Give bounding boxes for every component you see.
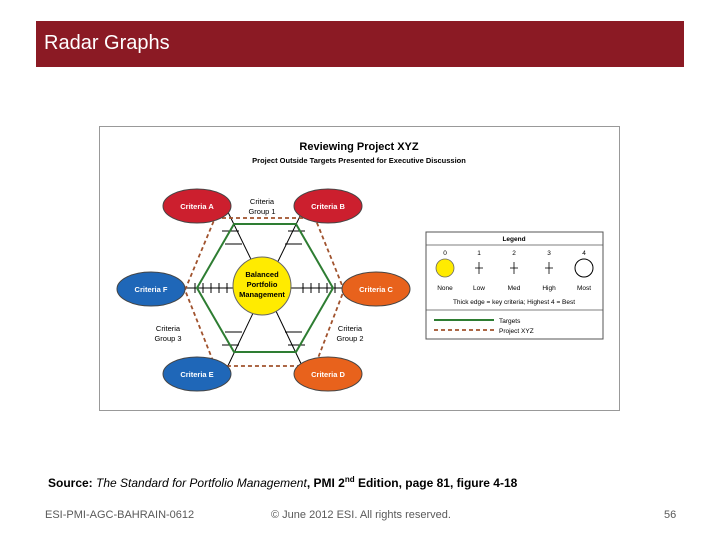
criteria-d-label: Criteria D [311, 370, 345, 379]
center-label-line-1: Balanced [245, 270, 279, 279]
slide-title: Radar Graphs [44, 32, 170, 54]
center-node [233, 257, 291, 315]
center-label-line-2: Portfolio [246, 280, 278, 289]
figure-title: Reviewing Project XYZ [299, 141, 419, 153]
source-middle: , PMI 2 [306, 476, 345, 490]
group-2-line-2: Group 2 [336, 334, 364, 343]
group-2-line-1: Criteria [337, 324, 363, 333]
legend-level-4-swatch [575, 259, 593, 277]
criteria-f-node [117, 272, 185, 306]
legend [426, 232, 603, 339]
criteria-e-label: Criteria E [180, 370, 214, 379]
footer-left: ESI-PMI-AGC-BAHRAIN-0612 [45, 509, 195, 521]
source-sup: nd [344, 475, 355, 484]
legend-number-3: 3 [547, 250, 551, 257]
figure-subtitle: Project Outside Targets Presented for Executive Discussion [252, 156, 466, 165]
legend-number-0: 0 [443, 250, 447, 257]
slide-title-bar [36, 21, 684, 67]
group-3-line-1: Criteria [155, 324, 181, 333]
legend-number-2: 2 [512, 250, 516, 257]
criteria-c-node [342, 272, 410, 306]
criteria-b-label: Criteria B [311, 202, 345, 211]
radar-figure [99, 126, 620, 411]
legend-project-label: Project XYZ [499, 328, 534, 335]
source-suffix: Edition, page 81, figure 4-18 [354, 476, 518, 490]
criteria-f-label: Criteria F [134, 285, 168, 294]
criteria-a-node [163, 189, 231, 223]
legend-level-1: Low [473, 285, 485, 292]
source-citation [48, 475, 517, 490]
criteria-a-label: Criteria A [180, 202, 214, 211]
page-number: 56 [664, 509, 677, 521]
legend-number-4: 4 [582, 250, 586, 257]
group-3-line-2: Group 3 [154, 334, 182, 343]
criteria-e-node [163, 357, 231, 391]
legend-level-0: None [437, 285, 453, 292]
legend-level-4: Most [576, 285, 592, 292]
criteria-b-node [294, 189, 362, 223]
group-1-line-1: Criteria [249, 197, 275, 206]
legend-number-1: 1 [477, 250, 481, 257]
criteria-c-label: Criteria C [359, 285, 393, 294]
legend-note: Thick edge = key criteria; Highest 4 = Best [452, 299, 576, 306]
legend-title: Legend [502, 236, 526, 243]
legend-level-0-swatch [436, 259, 454, 277]
source-book-title: The Standard for Portfolio Management [96, 476, 307, 490]
source-prefix: Source: [48, 476, 97, 490]
legend-targets-label: Targets [499, 318, 521, 325]
center-label-line-3: Management [239, 290, 285, 299]
footer-center: © June 2012 ESI. All rights reserved. [271, 509, 451, 521]
group-1-line-2: Group 1 [248, 207, 276, 216]
criteria-d-node [294, 357, 362, 391]
legend-level-3: High [542, 285, 556, 292]
legend-level-2: Med [507, 285, 521, 292]
